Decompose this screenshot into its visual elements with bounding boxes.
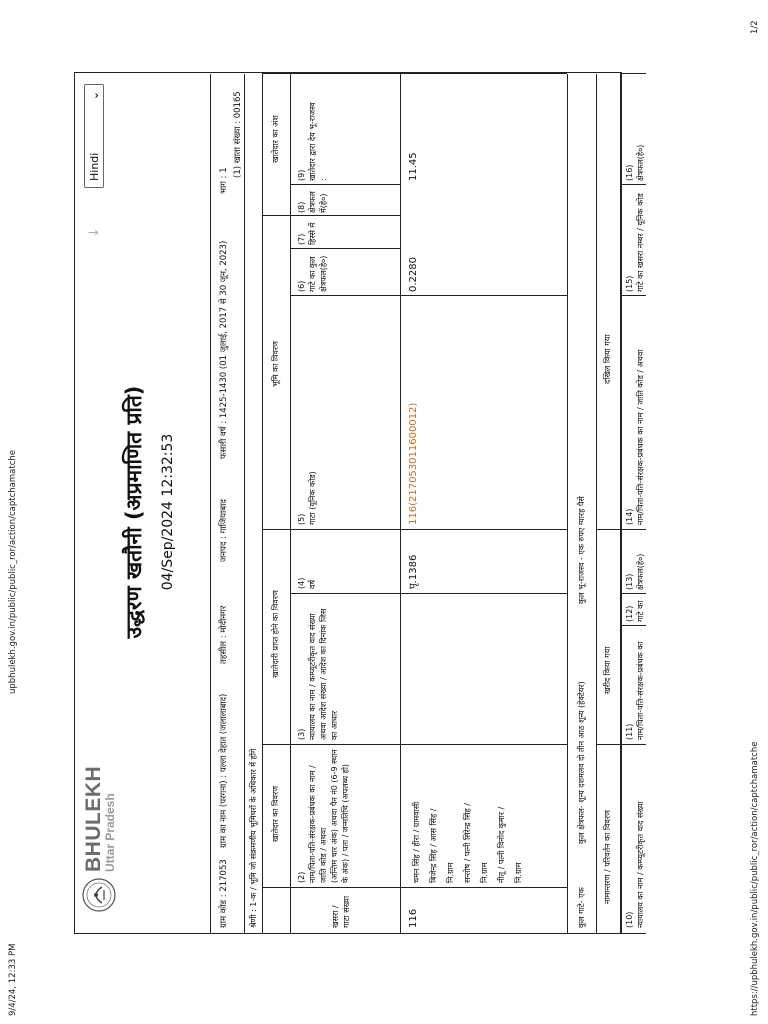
header-col-10: (10) न्यायालय का नाम / कम्प्यूटरीकृत वाद संख्या (625, 801, 645, 928)
cell-year: पृ.1386 (408, 554, 419, 589)
header-col-5: (5) गाटा (यूनिक कोड) (297, 471, 317, 525)
chevron-down-icon: ⌄ (87, 91, 101, 101)
header-col-7: (7) हिस्से में (297, 222, 317, 245)
brand (82, 766, 117, 872)
header-col-13: (13) क्षेत्रफल(हे०) (625, 553, 645, 590)
part-number: भाग : 1 (219, 167, 229, 194)
header-col-2: (2) नाम/पिता-पति-संरक्षक-प्रबंधक का नाम / जाति कोड / अथवा (अन्तिम चार अंक) अथवा पैन नं0 (6-9 स्थान के अंक) / पता / जन्मतिथि (अपलब्ध हो) (297, 749, 350, 883)
header-col-16: (16) क्षेत्रफल(हे०) (625, 144, 645, 181)
header-col-15: (15) गाटे का खसरा नम्बर / यूनिक कोड (625, 193, 645, 292)
header-khasra: खसरा / गाटा संख्या (331, 895, 351, 928)
header-col-12: (12) गाटे का (625, 600, 645, 622)
brand-name: BHULEKH (82, 765, 105, 872)
owner-line: बिजेन्द्र सिंह / आस सिंह / (429, 808, 438, 883)
category-line: श्रेणी : 1-क / भूमि जो संक्रमणीय भूमिधरों के अधिकार में होंगे (249, 748, 258, 928)
header-col-14: (14) नाम/पिता-पति-संरक्षक-प्रबंधक का नाम / जाति कोड / अथवा (625, 349, 645, 525)
header-col-9: (9) खातेदार द्वारा देय भू-राजस्व : (297, 102, 328, 181)
header-col-3: (3) न्यायालय का नाम / कम्प्यूटरीकृत वाद संख्या अथवा आदेश संख्या / आदेश का दिनांक जिस का आधार (297, 608, 339, 740)
owner-line: नीतू / पत्नी विनोद कुमार / (497, 806, 506, 883)
download-arrow-icon[interactable]: ↓ (87, 227, 102, 238)
owner-line: नि.ग्राम (480, 862, 489, 883)
print-datetime: 9/4/24, 12:33 PM (8, 943, 18, 1016)
language-select[interactable] (84, 84, 104, 188)
document-title: उद्धरण खतौनी (अप्रमाणित प्रति) (122, 385, 146, 639)
document-date: 04/Sep/2024 12:32:53 (160, 433, 176, 591)
group-header-owner: खातेदार का विवरण (271, 785, 280, 843)
summary-total-gata: कुल गाटे- एक (577, 887, 586, 928)
cell-gata-link[interactable]: 116(217053011600012) (408, 402, 419, 525)
village-code: ग्राम कोड : 217053 (219, 859, 229, 928)
village-name: ग्राम का नाम (परगना) : पल्ला देहात (जलालाबाद) (219, 693, 229, 848)
tehsil: तहसील : मोदीनगर (219, 605, 229, 664)
group-header-basis: खातेदारी प्राप्त होने का विवरण (271, 590, 280, 678)
district: जनपद : गाजियाबाद (219, 499, 229, 562)
account-number: (1) खाता संख्या : 00165 (233, 91, 243, 178)
language-select-value: Hindi (87, 152, 101, 181)
cell-owners (408, 749, 527, 883)
header-col-11: (11) नाम/पिता-पति-संरक्षक-प्रबंधक का (625, 641, 645, 740)
header-sold: दखिल किया गया (603, 334, 612, 384)
up-emblem-icon (82, 878, 116, 912)
group-header-share: खातेदार का अंश (271, 115, 280, 163)
header-purchased: खरीद किया गया (603, 646, 612, 694)
header-col-8: (8) क्षेत्रफल में(हे०) (297, 191, 328, 213)
owner-line: सन्तोष / पत्नी सिरेन्द्र सिंह / (463, 803, 472, 883)
summary-total-revenue: कुल भू-राजस्व - एक रुपए ग्यारह पैसे (577, 496, 586, 604)
brand-subtitle: Uttar Pradesh (103, 793, 117, 872)
print-footer-url: https://upbhulekh.gov.in/public/public_ror/action/captchamatche (750, 741, 760, 1016)
owner-line: नि.ग्राम (446, 862, 455, 883)
cell-revenue: 11.45 (408, 152, 419, 181)
group-header-land: भूमि का विवरण (271, 341, 280, 387)
header-mutation: नामान्तरण / परिवर्तन का विवरण (603, 810, 612, 904)
header-col-4: (4) वर्ष (297, 577, 317, 589)
cell-khasra: 116 (408, 908, 419, 928)
header-col-6: (6) गाटे का कुल क्षेत्रफल(हे०) (297, 255, 328, 292)
owner-line: चमन सिंह / हीरा / ग्रामवासी (412, 801, 421, 883)
print-page-url: upbhulekh.gov.in/public/public_ror/action/captchamatche (8, 450, 18, 694)
owner-line: नि.ग्राम (514, 862, 523, 883)
cell-total-area: 0.2280 (408, 257, 419, 292)
print-page-number: 1/2 (750, 20, 760, 34)
fasli-year: फसली वर्ष : 1425-1430 (01 जुलाई, 2017 से 30 जून, 2023) (219, 240, 229, 459)
summary-total-area: कुल क्षेत्रफल- शून्य दशमलव दो तीन आठ शून्य (हेक्टेयर) (577, 681, 586, 844)
